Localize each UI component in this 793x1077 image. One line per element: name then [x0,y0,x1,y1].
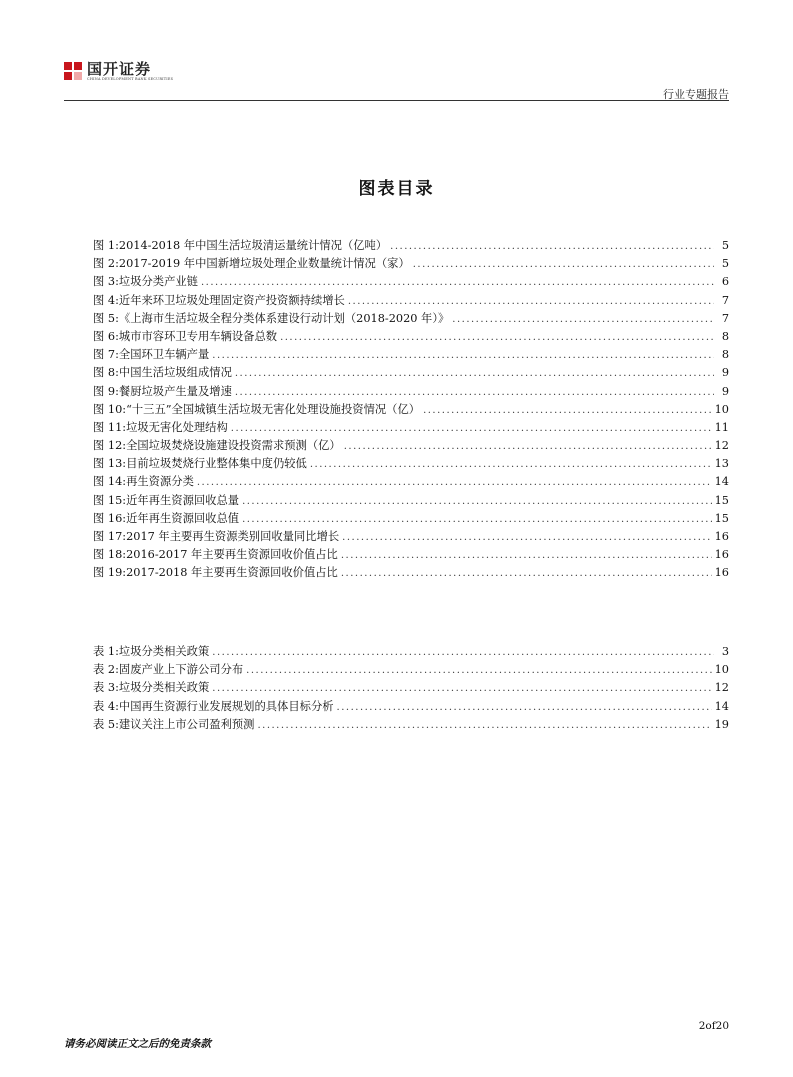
entry-label: 图 5: [93,311,119,325]
entry-page-number: 16 [714,530,729,543]
dot-leader [341,568,712,579]
entry-page-number: 12 [714,681,729,695]
entry-page-number: 3 [721,645,729,658]
entry-page-number: 10 [714,663,729,677]
entry-title: 全国环卫车辆产量 [118,348,210,362]
figure-entry[interactable] [93,401,729,419]
entry-label: 图 10: [93,402,127,416]
entry-title: 建议关注上市公司盈利预测 [118,717,255,731]
entry-label: 图 14: [93,475,127,489]
entry-title: 2016-2017 年主要再生资源回收价值占比 [126,548,338,562]
table-entry[interactable] [93,643,729,661]
table-entry[interactable] [93,716,729,734]
entry-page-number: 19 [714,717,729,731]
entry-title: 2014-2018 年中国生活垃圾清运量统计情况（亿吨） [118,239,388,252]
entry-page-number: 16 [714,548,729,562]
entry-label: 图 6: [93,329,119,343]
logo-mark-icon [64,62,82,80]
dot-leader [201,277,714,288]
entry-label: 图 18: [93,548,127,562]
entry-title: 中国生活垃圾组成情况 [118,366,232,380]
table-entry[interactable] [93,698,729,716]
entry-label: 图 8: [93,366,119,380]
entry-page-number: 14 [714,475,729,489]
entry-page-number: 9 [721,384,729,398]
entry-title: 目前垃圾焚烧行业整体集中度仍较低 [126,457,307,471]
entry-label: 图 19: [93,566,127,580]
figure-entry[interactable] [93,273,729,291]
figure-entry[interactable] [93,255,729,273]
dot-leader [413,259,714,270]
figure-entry[interactable] [93,510,729,528]
entry-page-number: 10 [714,402,729,416]
entry-page-number: 5 [721,257,729,271]
figure-entry[interactable] [93,328,729,346]
figure-entry[interactable] [93,546,729,564]
entry-label: 图 13: [93,457,127,471]
dot-leader [341,550,712,561]
entry-label: 图 9: [93,384,119,398]
entry-title: 全国垃圾焚烧设施建设投资需求预测（亿） [126,439,341,453]
entry-title: “十三五”全国城镇生活垃圾无害化处理设施投资情况（亿） [126,402,421,416]
dot-leader [423,405,712,416]
entry-title: 2017-2018 年主要再生资源回收价值占比 [126,566,338,580]
dot-leader [242,496,712,507]
entry-label: 图 7: [93,348,119,362]
dot-leader [337,702,712,713]
entry-title: 近年来环卫垃圾处理固定资产投资额持续增长 [118,293,345,307]
entry-page-number: 12 [714,439,729,453]
entry-page-number: 15 [714,493,729,507]
entry-label: 图 17: [93,530,127,543]
dot-leader [390,241,714,252]
entry-title: 2017-2019 年中国新增垃圾处理企业数量统计情况（家） [118,257,410,271]
report-type: 行业专题报告 [663,88,729,101]
table-list [93,643,729,734]
figure-entry[interactable] [93,346,729,364]
entry-page-number: 8 [721,329,729,343]
entry-title: 再生资源分类 [126,475,194,489]
entry-title: 垃圾分类相关政策 [118,681,210,695]
page-title: 图表目录 [358,179,435,199]
entry-label: 表 5: [93,717,119,731]
figure-entry[interactable] [93,564,729,582]
entry-page-number: 9 [721,366,729,380]
page-number: 2of20 [698,1020,729,1032]
entry-label: 表 1: [93,645,119,658]
entry-page-number: 15 [714,511,729,525]
figure-entry[interactable] [93,419,729,437]
dot-leader [197,477,712,488]
dot-leader [348,296,714,307]
entry-page-number: 11 [714,420,729,434]
dot-leader [280,332,714,343]
entry-page-number: 13 [714,457,729,471]
company-logo [64,58,173,84]
entry-title: 中国再生资源行业发展规划的具体目标分析 [118,699,334,713]
entry-label: 图 11: [93,420,127,434]
figure-list [93,237,729,583]
entry-label: 表 4: [93,699,119,713]
entry-title: 垃圾分类相关政策 [118,645,210,658]
entry-title: 近年再生资源回收总量 [126,493,240,507]
entry-title: 固废产业上下游公司分布 [118,663,244,677]
dot-leader [212,683,711,694]
dot-leader [246,665,711,676]
entry-page-number: 6 [721,275,729,289]
dot-leader [452,314,714,325]
figure-entry[interactable] [93,528,729,546]
entry-page-number: 16 [714,566,729,580]
entry-title: 2017 年主要再生资源类别回收量同比增长 [126,530,340,543]
dot-leader [235,387,714,398]
entry-label: 表 2: [93,663,119,677]
entry-label: 图 2: [93,257,119,271]
entry-title: 《上海市生活垃圾全程分类体系建设行动计划（2018-2020 年）》 [118,311,450,325]
dot-leader [242,514,712,525]
dot-leader [212,647,714,658]
dot-leader [344,441,712,452]
company-name-en: CHINA DEVELOPMENT BANK SECURITIES [87,76,174,81]
company-name: 国开证券 [87,59,152,78]
entry-page-number: 8 [721,348,729,362]
entry-label: 图 15: [93,493,127,507]
table-entry[interactable] [93,679,729,697]
dot-leader [342,532,711,543]
figure-entry[interactable] [93,492,729,510]
dot-leader [257,720,711,731]
entry-page-number: 7 [721,293,729,307]
entry-page-number: 7 [721,311,729,325]
figure-entry[interactable] [93,310,729,328]
entry-page-number: 5 [721,239,729,252]
table-entry[interactable] [93,661,729,679]
header-divider [64,100,729,101]
dot-leader [235,368,714,379]
entry-label: 图 4: [93,293,119,307]
dot-leader [212,350,714,361]
figure-entry[interactable] [93,237,729,255]
disclaimer: 请务必阅读正文之后的免责条款 [64,1038,211,1050]
figure-entry[interactable] [93,437,729,455]
entry-label: 图 1: [93,239,119,252]
entry-title: 垃圾分类产业链 [118,275,198,289]
figure-entry[interactable] [93,473,729,491]
entry-title: 餐厨垃圾产生量及增速 [118,384,232,398]
entry-label: 表 3: [93,681,119,695]
entry-label: 图 16: [93,511,127,525]
entry-title: 垃圾无害化处理结构 [126,420,228,434]
entry-page-number: 14 [714,699,729,713]
entry-title: 城市市容环卫专用车辆设备总数 [118,329,278,343]
figure-entry[interactable] [93,292,729,310]
figure-entry[interactable] [93,364,729,382]
figure-entry[interactable] [93,383,729,401]
dot-leader [310,459,712,470]
dot-leader [231,423,712,434]
figure-entry[interactable] [93,455,729,473]
entry-label: 图 3: [93,275,119,289]
entry-title: 近年再生资源回收总值 [126,511,240,525]
entry-label: 图 12: [93,439,127,453]
